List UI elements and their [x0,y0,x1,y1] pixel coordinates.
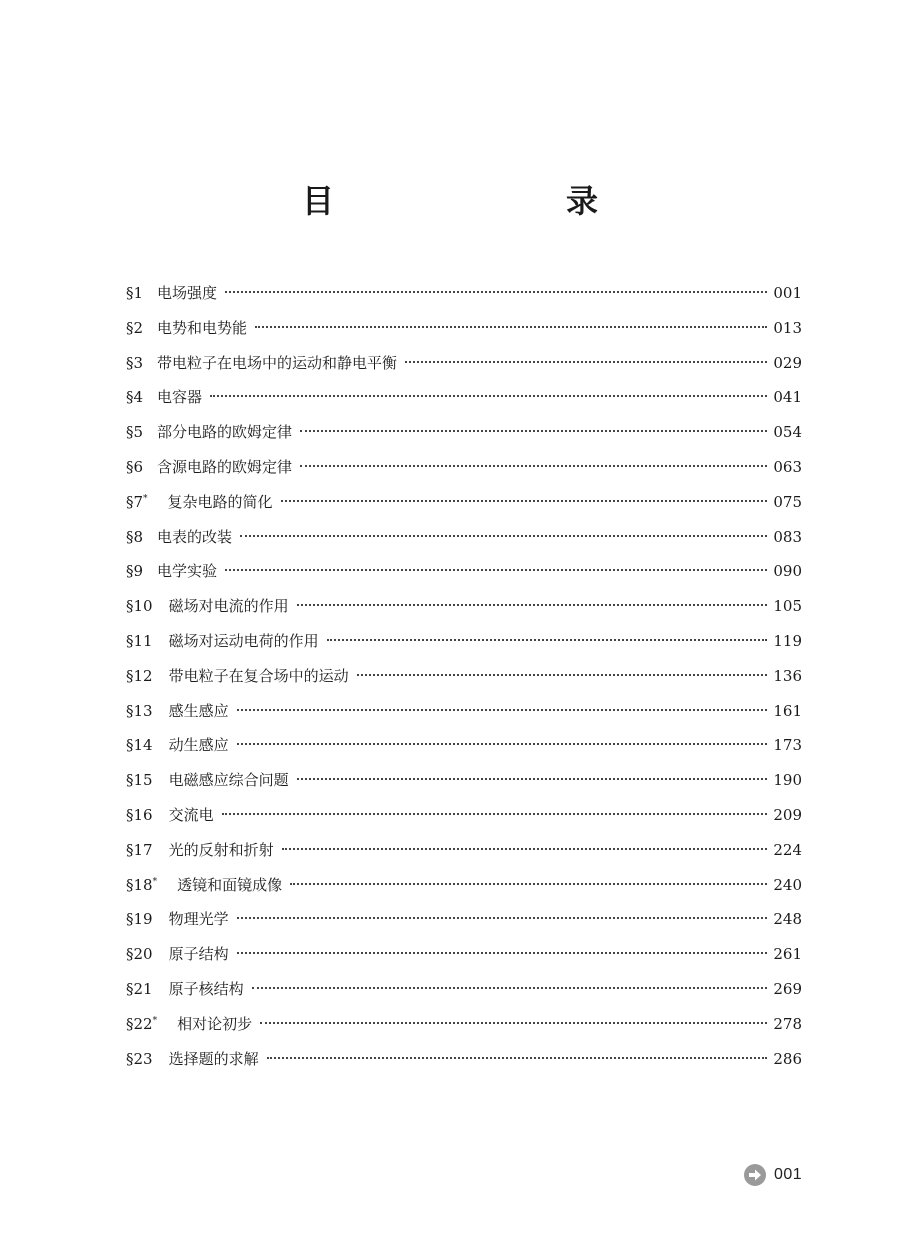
toc-entry [126,694,802,729]
toc-entry [126,450,802,485]
toc-entry [126,1007,802,1042]
dot-leader [267,1057,768,1059]
section-title: 物理光学 [168,910,229,929]
section-title: 磁场对运动电荷的作用 [168,631,319,650]
section-page-number: 063 [773,457,802,476]
table-of-contents [126,276,802,1076]
section-page-number: 286 [773,1049,802,1068]
section-page-number: 054 [773,423,802,442]
section-page-number: 240 [773,875,802,894]
section-title: 带电粒子在电场中的运动和静电平衡 [157,353,398,372]
toc-entry [126,937,802,972]
dot-leader [222,813,768,815]
section-number: §5 [126,423,144,442]
section-title: 含源电路的欧姆定律 [157,457,293,476]
toc-entry [126,485,802,520]
section-number: §23 [126,1049,153,1068]
section-title: 电容器 [157,388,203,407]
dot-leader [237,709,768,711]
toc-entry [126,415,802,450]
dot-leader [327,639,768,641]
section-number: §22* [126,1014,158,1033]
section-number: §21 [126,979,153,998]
toc-entry [126,972,802,1007]
toc-entry [126,346,802,381]
dot-leader [290,883,767,885]
section-number: §1 [126,284,144,302]
section-number: §11 [126,631,153,650]
section-page-number: 075 [773,492,802,511]
section-number: §8 [126,527,144,546]
section-number: §6 [126,457,144,476]
toc-entry [126,311,802,346]
toc-entry [126,868,802,903]
section-title: 光的反射和折射 [168,840,274,859]
dot-leader [237,952,768,954]
section-number: §4 [126,388,144,407]
dot-leader [237,743,768,745]
section-page-number: 013 [773,318,802,337]
toc-entry [126,659,802,694]
section-page-number: 173 [773,736,802,755]
dot-leader [300,430,767,432]
dot-leader [260,1022,767,1024]
section-title: 感生感应 [168,701,229,720]
toc-entry [126,624,802,659]
section-number: §20 [126,945,153,964]
dot-leader [297,778,768,780]
section-title: 动生感应 [168,736,229,755]
section-title: 透镜和面镜成像 [177,875,283,894]
toc-entry [126,589,802,624]
footer-page-number: 001 [774,1166,803,1183]
dot-leader [225,569,767,571]
section-number: §14 [126,736,153,755]
dot-leader [281,500,768,502]
section-number: §9 [126,562,144,581]
toc-entry [126,380,802,415]
page-footer [744,1164,802,1186]
optional-marker: * [152,1015,158,1026]
dot-leader [225,291,767,293]
optional-marker: * [143,493,148,504]
toc-entry [126,902,802,937]
section-title: 电学实验 [157,562,218,581]
toc-entry [126,554,802,589]
toc-entry [126,798,802,833]
section-page-number: 278 [773,1014,802,1033]
section-page-number: 261 [773,945,802,964]
dot-leader [255,326,767,328]
section-number: §7* [126,492,148,511]
section-title: 相对论初步 [177,1014,253,1033]
section-number: §19 [126,910,153,929]
dot-leader [282,848,768,850]
toc-entry [126,728,802,763]
section-number: §10 [126,597,153,616]
dot-leader [405,361,767,363]
page-title: 目 录 [301,182,654,220]
dot-leader [237,917,768,919]
section-page-number: 105 [773,597,802,616]
section-title: 部分电路的欧姆定律 [157,423,293,442]
toc-entry [126,520,802,555]
toc-entry [126,833,802,868]
section-title: 电势和电势能 [157,318,248,337]
section-page-number: 161 [773,701,802,720]
section-title: 原子结构 [168,945,229,964]
section-page-number: 029 [773,353,802,372]
section-page-number: 119 [773,631,802,650]
toc-entry [126,763,802,798]
dot-leader [240,535,767,537]
section-page-number: 209 [773,805,802,824]
section-number: §17 [126,840,153,859]
section-page-number: 136 [773,666,802,685]
section-page-number: 041 [773,388,802,407]
dot-leader [300,465,767,467]
toc-entry [126,1042,802,1077]
section-number: §18* [126,875,158,894]
section-page-number: 224 [773,840,802,859]
section-number: §2 [126,318,144,337]
dot-leader [357,674,768,676]
section-title: 电磁感应综合问题 [168,771,289,790]
section-page-number: 248 [773,910,802,929]
section-title: 交流电 [168,805,214,824]
section-title: 选择题的求解 [168,1049,259,1068]
section-number: §13 [126,701,153,720]
section-page-number: 083 [773,527,802,546]
section-number: §16 [126,805,153,824]
section-title: 电场强度 [157,284,218,302]
section-page-number: 269 [773,979,802,998]
section-number: §15 [126,771,153,790]
section-title: 原子核结构 [168,979,244,998]
optional-marker: * [152,876,158,887]
section-number: §12 [126,666,153,685]
dot-leader [210,395,767,397]
section-page-number: 190 [773,771,802,790]
dot-leader [297,604,768,606]
toc-entry [126,276,802,311]
section-title: 复杂电路的简化 [167,492,273,511]
arrow-right-circle-icon [744,1164,766,1186]
section-title: 磁场对电流的作用 [168,597,289,616]
section-title: 带电粒子在复合场中的运动 [168,666,349,685]
section-page-number: 090 [773,562,802,581]
section-page-number: 001 [773,284,802,302]
section-number: §3 [126,353,144,372]
section-title: 电表的改装 [157,527,233,546]
dot-leader [252,987,768,989]
